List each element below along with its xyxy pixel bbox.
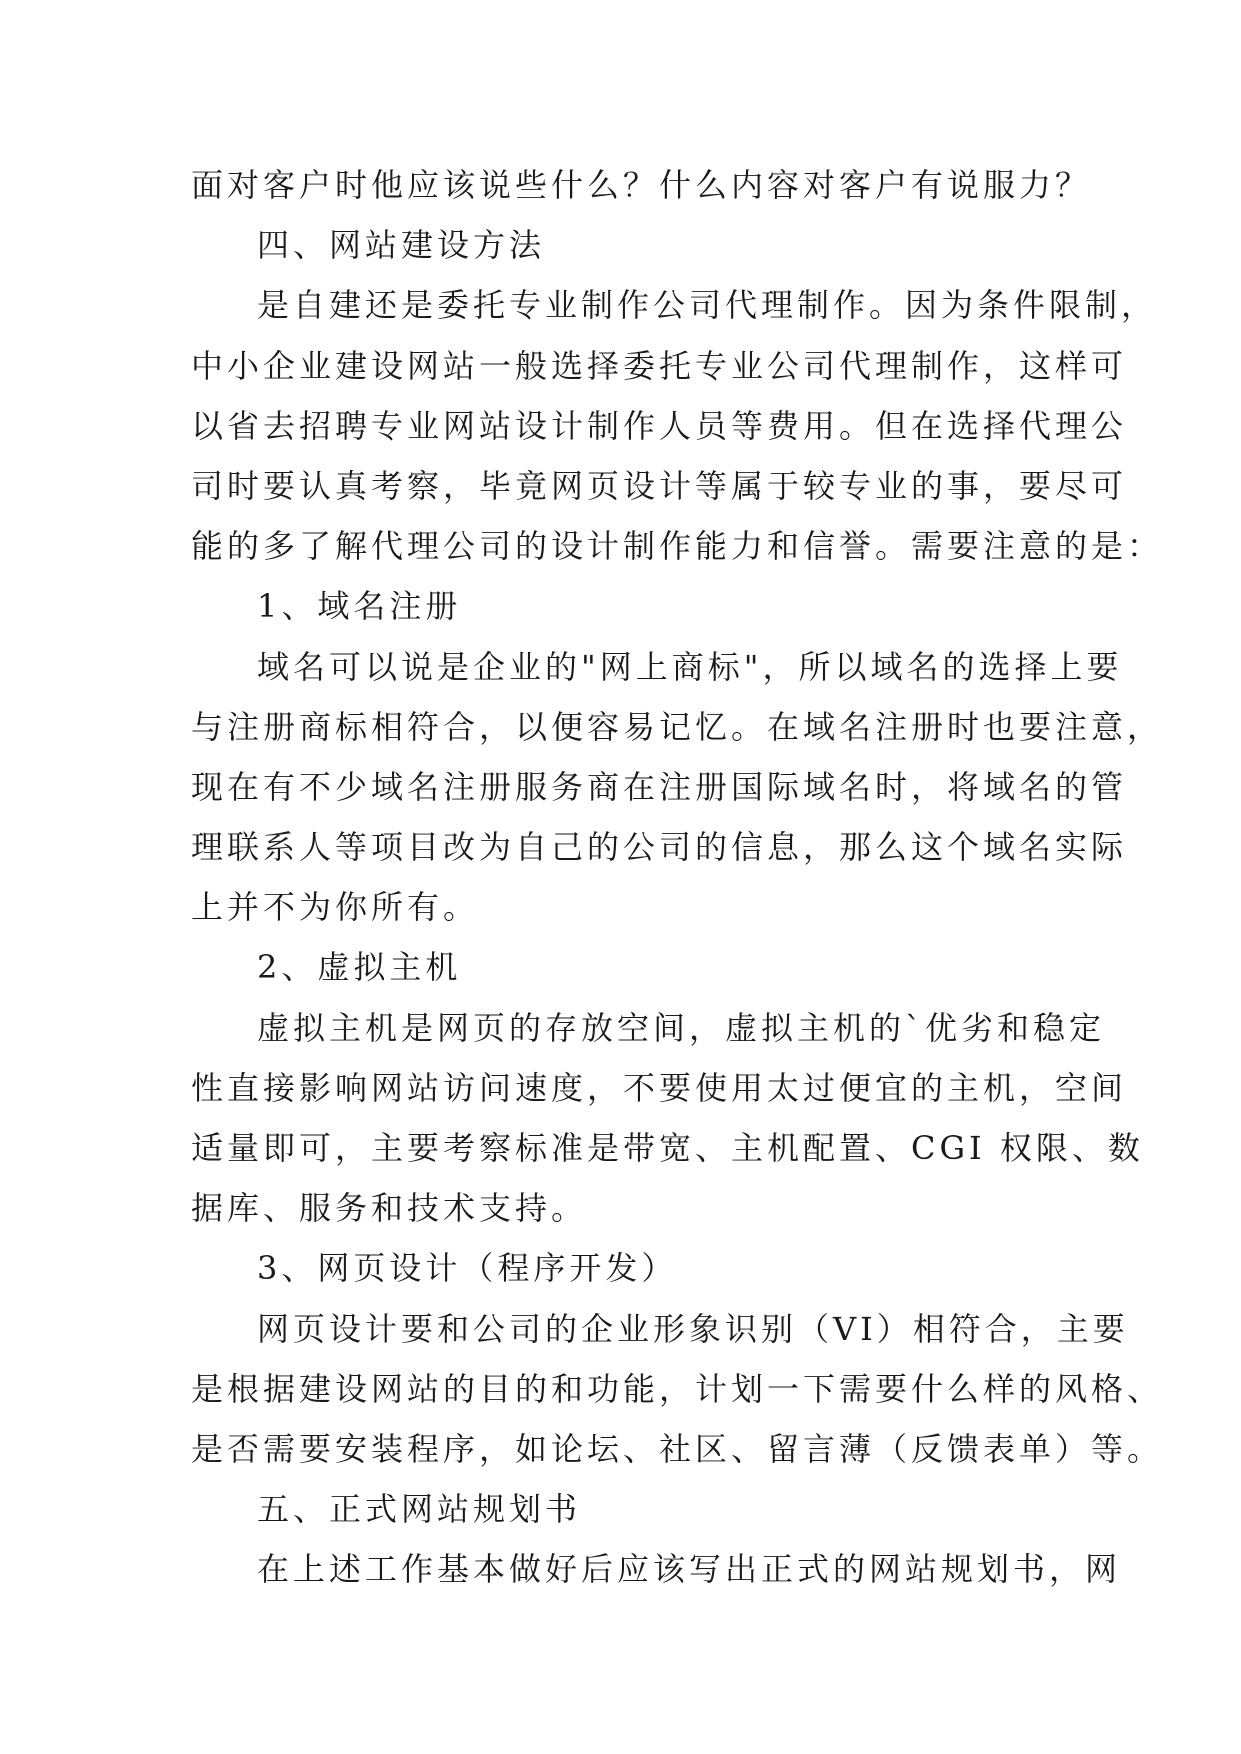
text-line-18: 据库、服务和技术支持。	[191, 1189, 588, 1228]
text-line-13: 上并不为你所有。	[191, 888, 480, 927]
text-line-20: 网页设计要和公司的企业形象识别（VI）相符合，主要	[257, 1309, 1129, 1348]
text-line-21: 是根据建设网站的目的和功能，计划一下需要什么样的风格、	[191, 1369, 1164, 1408]
text-line-22: 是否需要安装程序，如论坛、社区、留言薄（反馈表单）等。	[191, 1429, 1164, 1468]
subheading-domain-registration: 1、域名注册	[257, 587, 462, 626]
text-line-4: 中小企业建设网站一般选择委托专业公司代理制作，这样可	[191, 346, 1128, 385]
text-line-9: 域名可以说是企业的"网上商标"，所以域名的选择上要	[257, 647, 1123, 686]
text-line-5: 以省去招聘专业网站设计制作人员等费用。但在选择代理公	[191, 406, 1128, 445]
subheading-web-design: 3、网页设计（程序开发）	[257, 1249, 678, 1288]
text-line-3: 是自建还是委托专业制作公司代理制作。因为条件限制，	[257, 286, 1158, 325]
text-line-16: 性直接影响网站访问速度，不要使用太过便宜的主机，空间	[191, 1068, 1128, 1107]
text-line-7: 能的多了解代理公司的设计制作能力和信誉。需要注意的是：	[191, 527, 1164, 566]
text-line-1: 面对客户时他应该说些什么？什么内容对客户有说服力？	[191, 166, 1092, 204]
text-line-6: 司时要认真考察，毕竟网页设计等属于较专业的事，要尽可	[191, 466, 1128, 505]
text-line-10: 与注册商标相符合，以便容易记忆。在域名注册时也要注意，	[191, 707, 1164, 746]
text-line-11: 现在有不少域名注册服务商在注册国际域名时，将域名的管	[191, 767, 1128, 806]
subheading-virtual-host: 2、虚拟主机	[257, 948, 462, 987]
section-heading-4: 四、网站建设方法	[257, 226, 546, 265]
text-line-12: 理联系人等项目改为自己的公司的信息，那么这个域名实际	[191, 828, 1128, 867]
document-body	[191, 155, 1164, 1600]
section-heading-5: 五、正式网站规划书	[257, 1490, 582, 1529]
text-line-15: 虚拟主机是网页的存放空间，虚拟主机的`优劣和稳定	[257, 1008, 1106, 1047]
text-line-24: 在上述工作基本做好后应该写出正式的网站规划书，网	[257, 1550, 1122, 1589]
text-line-17: 适量即可，主要考察标准是带宽、主机配置、CGI 权限、数	[191, 1129, 1144, 1167]
